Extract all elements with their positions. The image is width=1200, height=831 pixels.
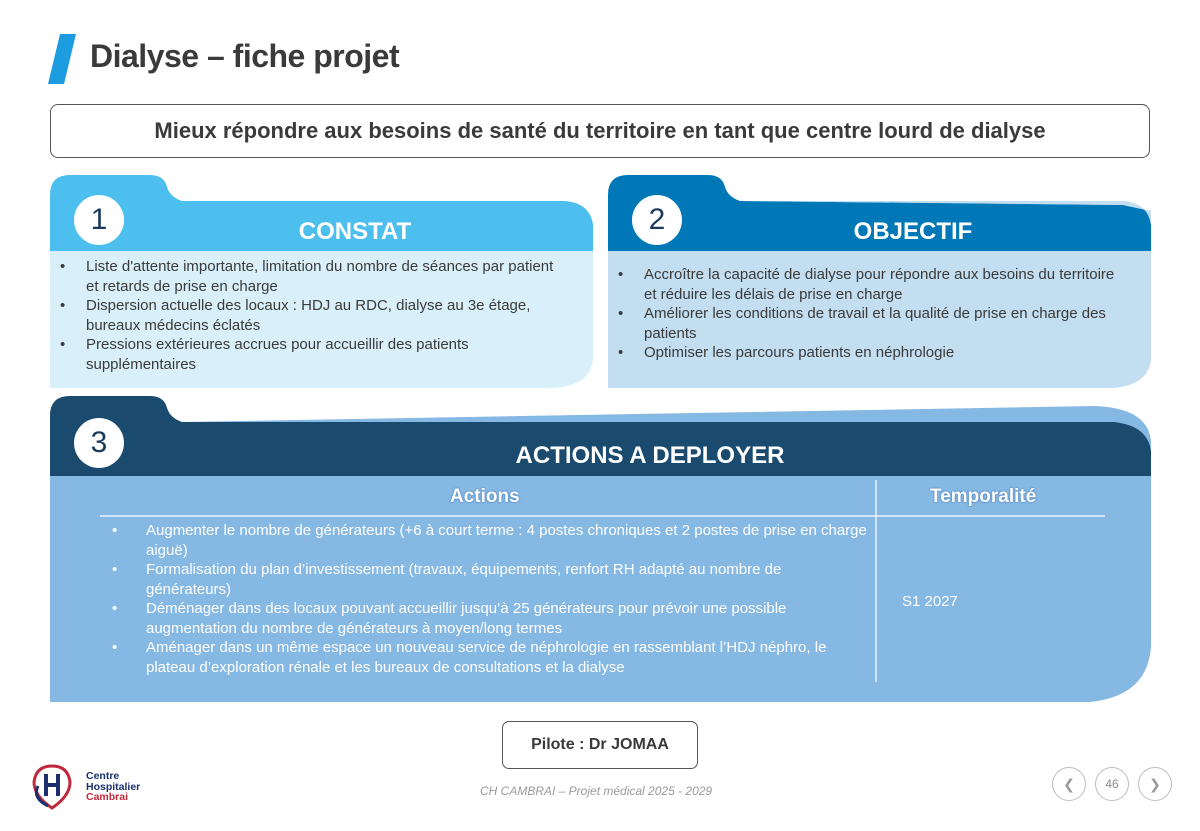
timing-value: S1 2027 <box>902 593 958 610</box>
logo-text <box>86 771 140 803</box>
footer-text: CH CAMBRAI – Projet médical 2025 - 2029 <box>480 784 713 798</box>
constat-card <box>50 175 593 388</box>
actions-column-header: Actions <box>450 486 520 507</box>
pilot-box: Pilote : Dr JOMAA <box>502 721 698 769</box>
next-page-button[interactable] <box>1138 767 1172 801</box>
subtitle-box <box>50 104 1150 158</box>
objectif-bullet: • Améliorer les conditions de travail et la qualité de prise en charge des patients <box>608 304 1128 343</box>
timing-column-header: Temporalité <box>930 486 1037 507</box>
action-bullet: • Formalisation du plan d’investissement (travaux, équipements, renfort RH adapté au nombre de générateurs) <box>100 560 870 599</box>
actions-number: 3 <box>74 418 124 468</box>
objectif-card <box>608 175 1151 388</box>
objectif-heading: OBJECTIF <box>853 218 973 245</box>
constat-bullet: • Dispersion actuelle des locaux : HDJ au RDC, dialyse au 3e étage, bureaux médecins éclatés <box>50 296 560 335</box>
logo-line1: Centre <box>86 770 120 782</box>
page-number: 46 <box>1105 777 1119 791</box>
chevron-right-icon: ❯ <box>1149 775 1161 792</box>
actions-bullet-list <box>100 521 870 677</box>
objectif-bullet-list <box>608 265 1128 363</box>
page-number-badge <box>1095 767 1129 801</box>
logo-line2: Hospitalier <box>86 780 141 793</box>
title-accent-bar <box>48 34 76 84</box>
action-bullet: • Aménager dans un même espace un nouveau service de néphrologie en rassemblant l’HDJ néphro, le plateau d’exploration rénale et les bureaux de consultations et la dialyse <box>100 638 870 677</box>
objectif-number: 2 <box>632 195 682 245</box>
constat-bullet: • Pressions extérieures accrues pour accueillir des patients supplémentaires <box>50 335 560 374</box>
constat-number: 1 <box>74 195 124 245</box>
action-bullet: • Déménager dans des locaux pouvant accueillir jusqu’à 25 générateurs pour prévoir une possible augmentation du nombre de générateurs à moyen/long termes <box>100 599 870 638</box>
subtitle-text: Mieux répondre aux besoins de santé du territoire en tant que centre lourd de dialyse <box>154 118 1046 143</box>
previous-page-button[interactable] <box>1052 767 1086 801</box>
objectif-bullet: • Optimiser les parcours patients en néphrologie <box>608 343 1128 363</box>
constat-heading: CONSTAT <box>298 218 412 245</box>
chevron-left-icon: ❮ <box>1063 775 1075 792</box>
page-title: Dialyse – fiche projet <box>90 38 400 74</box>
actions-heading: ACTIONS A DEPLOYER <box>515 442 785 469</box>
action-bullet: • Augmenter le nombre de générateurs (+6 à court terme : 4 postes chroniques et 2 postes de prise en charge aiguë) <box>100 521 870 560</box>
constat-bullet-list <box>50 257 560 374</box>
constat-bullet: • Liste d'attente importante, limitation du nombre de séances par patient et retards de prise en charge <box>50 257 560 296</box>
objectif-bullet: • Accroître la capacité de dialyse pour répondre aux besoins du territoire et réduire les délais de prise en charge <box>608 265 1128 304</box>
logo-line3: Cambrai <box>86 791 129 803</box>
